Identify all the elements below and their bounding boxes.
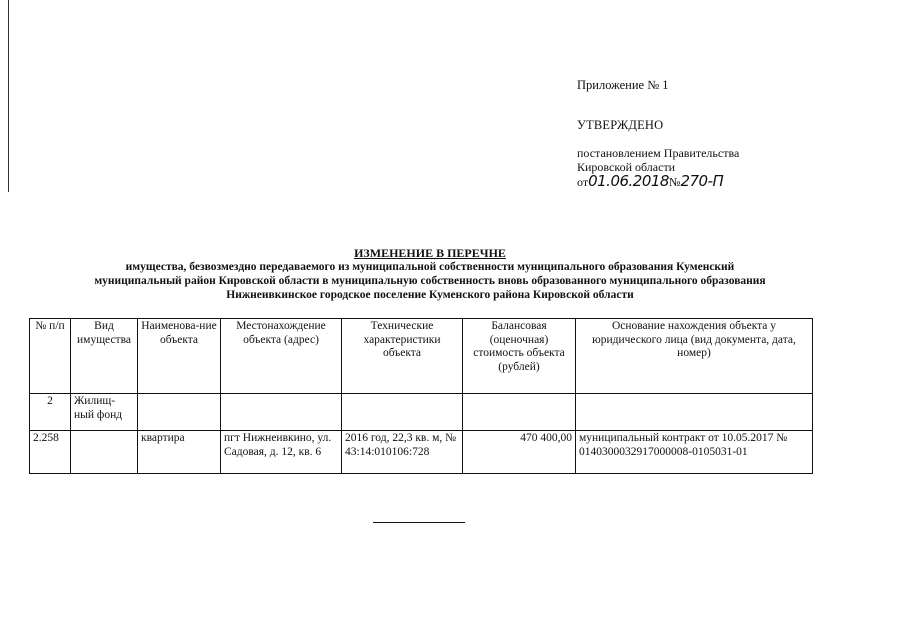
decree-block (577, 146, 739, 189)
end-separator-line (373, 522, 465, 523)
header-balance-value: Балансовая (оценочная) стоимость объекта (рублей) (463, 319, 576, 394)
cell-location (221, 394, 342, 431)
approved-stamp: УТВЕРЖДЕНО (577, 118, 664, 132)
cell-balance-value: 470 400,00 (463, 431, 576, 474)
title-line-2: муниципальный район Кировской области в муниципальную собственность вновь образованного муниципального образования (94, 275, 766, 287)
cell-specs: 2016 год, 22,3 кв. м, № 43:14:010106:728 (342, 431, 463, 474)
table-row (30, 394, 813, 431)
decree-date-line (577, 174, 739, 189)
decree-from-prefix: от (577, 175, 589, 189)
cell-location: пгт Нижнеивкино, ул. Садовая, д. 12, кв. 6 (221, 431, 342, 474)
cell-basis (576, 394, 813, 431)
header-number: № п/п (30, 319, 71, 394)
decree-number-prefix: № (668, 175, 681, 189)
cell-property-type: Жилищ-ный фонд (71, 394, 138, 431)
header-object-name: Наименова-ние объекта (138, 319, 221, 394)
title-heading: ИЗМЕНЕНИЕ В ПЕРЕЧНЕ (354, 246, 506, 260)
header-property-type: Вид имущества (71, 319, 138, 394)
appendix-label: Приложение № 1 (577, 78, 669, 92)
header-location: Местонахождение объекта (адрес) (221, 319, 342, 394)
cell-number: 2.258 (30, 431, 71, 474)
page-edge-line (8, 0, 9, 192)
decree-line-1: постановлением Правительства (577, 146, 740, 160)
decree-date: 01.06.2018 (588, 172, 669, 190)
table-header-row (30, 319, 813, 394)
cell-basis: муниципальный контракт от 10.05.2017 № 0140300032917000008-0105031-01 (576, 431, 813, 474)
cell-object-name (138, 394, 221, 431)
cell-specs (342, 394, 463, 431)
header-basis: Основание нахождения объекта у юридического лица (вид документа, дата, номер) (576, 319, 813, 394)
cell-number: 2 (30, 394, 71, 431)
title-line-1: имущества, безвозмездно передаваемого из муниципальной собственности муниципального образования Куменский (125, 261, 735, 273)
cell-property-type (71, 431, 138, 474)
title-line-3: Нижнеивкинское городское поселение Куменского района Кировской области (226, 289, 634, 301)
decree-number: 270-П (680, 172, 724, 190)
header-specs: Технические характеристики объекта (342, 319, 463, 394)
property-table (29, 318, 813, 474)
table-row (30, 431, 813, 474)
cell-object-name: квартира (138, 431, 221, 474)
decree-line-2: Кировской области (577, 160, 676, 174)
document-title (30, 246, 830, 302)
cell-balance-value (463, 394, 576, 431)
